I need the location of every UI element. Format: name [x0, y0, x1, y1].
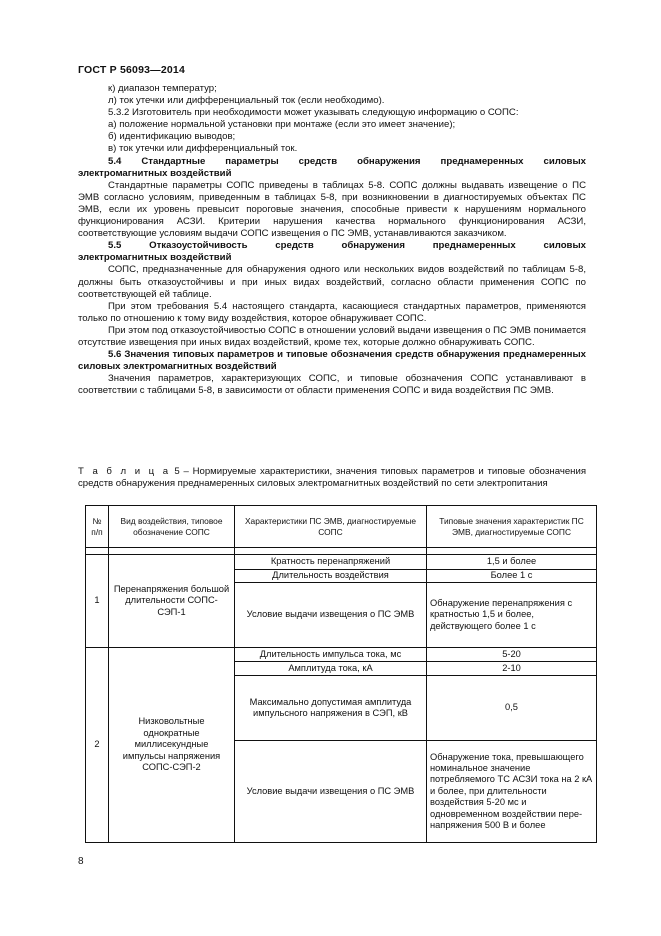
row2-value-3: 0,5: [427, 676, 597, 741]
table-caption-label: Т а б л и ц а: [78, 466, 171, 477]
item-b: б) идентификацию выводов;: [108, 131, 236, 143]
table-caption-text: 5 – Нормируемые характеристики, значения типовых параметров и типовые обозначения средств обнаружения преднамеренных силовых электромагнитных воздействий по сети электропитания: [78, 466, 587, 489]
row1-char-3: Условие выдачи извещения о ПС ЭМВ: [235, 583, 427, 648]
row1-char-1: Кратность перенапряжений: [235, 555, 427, 570]
row2-value-1: 5-20: [427, 648, 597, 662]
table-spacer-row: [86, 548, 597, 555]
row1-value-1: 1,5 и более: [427, 555, 597, 570]
row2-num: 2: [86, 648, 109, 843]
standard-header: ГОСТ Р 56093—2014: [78, 64, 186, 76]
section-5-5-para2: При этом требования 5.4 настоящего стандарта, касающиеся стандартных параметров, применяются только по отношению к тому виду воздействия, которое обнаруживает СОПС.: [78, 300, 586, 324]
row1-num: 1: [86, 555, 109, 648]
section-5-4-title-line1: 5.4 Стандартные параметры средств обнаружения преднамеренных силовых: [108, 155, 586, 167]
section-5-4-body: Стандартные параметры СОПС приведены в таблицах 5-8. СОПС должны выдавать извещение о ПС ЭМВ согласно условиям, приведенным в таблицах 5-8, при возникновении в диагностируемых объектах ПС ЭМВ, если их уровень превысит пороговые значения, способные привести к нарушениям нормального функционирования АСЗИ. Критерии нарушения качества нормального функционирования АСЗИ, соответствующие условиям выдачи СОПС извещения о ПС ЭМВ, устанавливаются заказчиком.: [78, 179, 586, 240]
header-characteristics: Характеристики ПС ЭМВ, диагностируемые СОПС: [235, 506, 427, 548]
item-l: л) ток утечки или дифференциальный ток (если необходимо).: [108, 95, 385, 107]
clause-5-3-2: 5.3.2 Изготовитель при необходимости может указывать следующую информацию о СОПС:: [108, 107, 519, 119]
section-5-5-para3: При этом под отказоустойчивостью СОПС в отношении условий выдачи извещения о ПС ЭМВ понимается отсутствие извещения при иных видах воздействий, кроме тех, которые должно обнаруживать СОПС.: [78, 324, 586, 348]
header-num: № п/п: [86, 506, 109, 548]
page-number: 8: [78, 856, 84, 867]
row2-char-4: Условие выдачи извещения о ПС ЭМВ: [235, 741, 427, 843]
table-header-row: [86, 506, 597, 548]
table-row: [86, 648, 597, 662]
section-5-6-body: Значения параметров, характеризующих СОПС, и типовые обозначения СОПС устанавливают в соответствии с таблицами 5-8, в зависимости от области применения СОПС и вида воздействия ПС ЭМВ.: [78, 373, 586, 397]
item-a: а) положение нормальной установки при монтаже (если это имеет значение);: [108, 119, 456, 131]
section-5-4-title-line2: электромагнитных воздействий: [78, 167, 232, 179]
section-5-6-title: 5.6 Значения типовых параметров и типовые обозначения средств обнаружения преднамеренных силовых электромагнитных воздействий: [78, 349, 586, 373]
row1-value-3: Обнаружение перенапряжения с кратностью 1,5 и более, действующего более 1 с: [427, 583, 597, 648]
row1-char-2: Длительность воздействия: [235, 570, 427, 583]
table-row: [86, 555, 597, 570]
body-text: [78, 83, 586, 397]
row2-value-2: 2-10: [427, 662, 597, 676]
header-values: Типовые значения характеристик ПС ЭМВ, диагностируемые СОПС: [427, 506, 597, 548]
section-5-5-title-line2: электромагнитных воздействий: [78, 252, 232, 264]
section-5-5-para1: СОПС, предназначенные для обнаружения одного или нескольких видов воздействий по таблицам 5-8, должны быть отказоустойчивы и при иных видах воздействий, согласно области применения СОПС по соответствующей ей таблице.: [78, 264, 586, 300]
table-5: [85, 505, 597, 843]
item-v: в) ток утечки или дифференциальный ток.: [108, 143, 298, 155]
section-5-5-title-line1: 5.5 Отказоустойчивость средств обнаружения преднамеренных силовых: [108, 240, 586, 252]
row2-char-3: Максимально допустимая амплитуда импульсного напряжения в СЭП, кВ: [235, 676, 427, 741]
header-type: Вид воздействия, типовое обозначение СОПС: [109, 506, 235, 548]
row2-value-4: Обнаружение тока, превышающего номинальное значение потребляемого ТС АСЗИ тока на 2 кА и более, при длительности воздействия 5-20 мс и одновременном воздействии пере-напряжения 500 В и более: [427, 741, 597, 843]
item-k: к) диапазон температур;: [108, 83, 217, 94]
row1-value-2: Более 1 с: [427, 570, 597, 583]
row2-type: Низковольтные однократные миллисекундные импульсы напряжения СОПС-СЭП-2: [109, 648, 235, 843]
row1-type: Перенапряжения большой длительности СОПС-СЭП-1: [109, 555, 235, 648]
table-caption: [78, 466, 586, 489]
row2-char-1: Длительность импульса тока, мс: [235, 648, 427, 662]
row2-char-2: Амплитуда тока, кА: [235, 662, 427, 676]
